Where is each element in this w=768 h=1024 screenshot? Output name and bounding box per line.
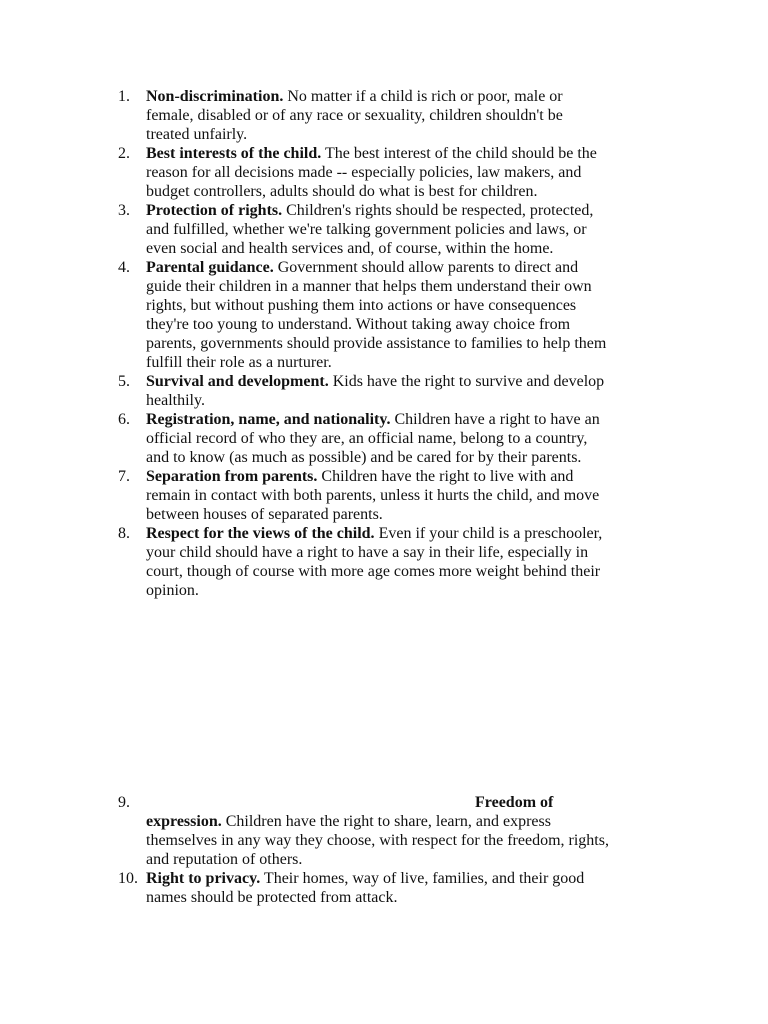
item-number: 4. — [118, 259, 130, 276]
list-item-non-discrimination — [118, 87, 658, 144]
item-text: Children's rights should be respected, protected, and fulfilled, whether we're talking government policies and laws, or even social and health services and, of course, within the home. — [146, 202, 594, 257]
item-text: Children have the right to share, learn, and express themselves in any way they choose, with respect for the freedom, rights, and reputation of others. — [146, 813, 609, 868]
item-text: Government should allow parents to direct and guide their children in a manner that helps them understand their own rights, but without pushing them into actions or have consequences they're too young to understand. Without taking away choice from parents, governments should provide assistance to families to help them fulfill their role as a nurturer. — [146, 259, 607, 371]
item-number: 10. — [118, 870, 138, 887]
item-number: 9. — [118, 794, 130, 811]
item-text: Children have the right to live with and remain in contact with both parents, unless it hurts the child, and move between houses of separated parents. — [146, 468, 600, 523]
item-heading-first-line: Freedom of — [475, 794, 554, 811]
item-number: 5. — [118, 373, 130, 390]
list-item-survival-development — [118, 372, 658, 410]
item-text: Their homes, way of live, families, and their good names should be protected from attack. — [146, 870, 585, 906]
item-heading: Separation from parents. — [146, 468, 318, 485]
item-text: The best interest of the child should be the reason for all decisions made -- especially policies, law makers, and budget controllers, adults should do what is best for children. — [146, 145, 597, 200]
list-item-separation — [118, 467, 658, 524]
item-number: 7. — [118, 468, 130, 485]
item-text: No matter if a child is rich or poor, male or female, disabled or of any race or sexuality, children shouldn't be treated unfairly. — [146, 88, 563, 143]
item-heading: Respect for the views of the child. — [146, 525, 375, 542]
item-heading: Registration, name, and nationality. — [146, 411, 391, 428]
item-number: 2. — [118, 145, 130, 162]
item-number: 3. — [118, 202, 130, 219]
list-item-best-interests — [118, 144, 658, 201]
item-heading: Best interests of the child. — [146, 145, 322, 162]
list-item-views-of-child — [118, 524, 658, 600]
list-item-freedom-of-expression — [118, 793, 658, 869]
item-text: Even if your child is a preschooler, your child should have a right to have a say in their life, especially in court, though of course with more age comes more weight behind their opinion. — [146, 525, 603, 599]
list-item-protection-of-rights — [118, 201, 658, 258]
item-text: Kids have the right to survive and develop healthily. — [146, 373, 605, 409]
item-heading: Parental guidance. — [146, 259, 274, 276]
item-heading: expression. — [146, 813, 222, 830]
item-number: 6. — [118, 411, 130, 428]
item-heading: Right to privacy. — [146, 870, 261, 887]
item-heading: Non-discrimination. — [146, 88, 284, 105]
item-number: 1. — [118, 88, 130, 105]
item-text: Children have a right to have an official record of who they are, an official name, belong to a country, and to know (as much as possible) and be cared for by their parents. — [146, 411, 600, 466]
item-heading: Protection of rights. — [146, 202, 283, 219]
list-item-right-to-privacy — [118, 869, 658, 907]
list-item-parental-guidance — [118, 258, 658, 372]
item-heading: Survival and development. — [146, 373, 329, 390]
item-number: 8. — [118, 525, 130, 542]
list-item-registration — [118, 410, 658, 467]
